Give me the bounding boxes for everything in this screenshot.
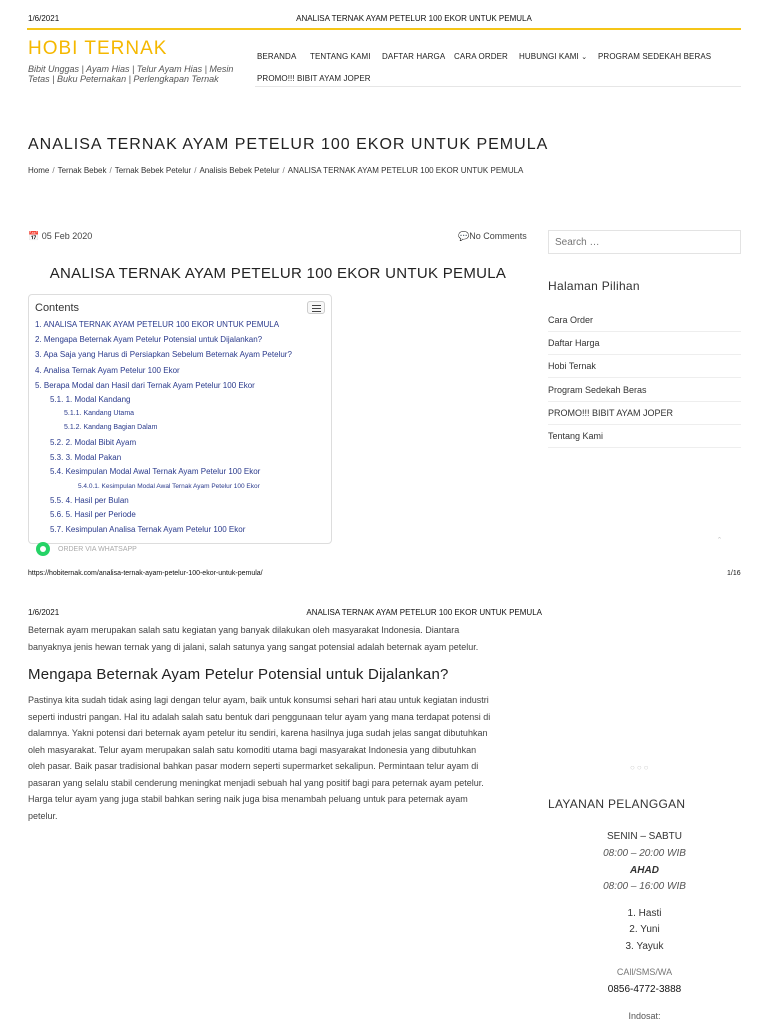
paragraph-line: banyaknya jenis hewan ternak yang di jalani, salah satunya yang sangat potensial adalah beternak ayam petelur.	[28, 641, 479, 652]
site-logo[interactable]: HOBI TERNAK	[28, 38, 168, 59]
sidebar-divider	[548, 424, 741, 425]
nav-item-tentang-kami[interactable]: TENTANG KAMI	[310, 52, 371, 61]
print-date: 1/6/2021	[28, 608, 60, 617]
sidebar-divider	[548, 354, 741, 355]
phone-number[interactable]: 0856-4772-3888	[607, 984, 682, 995]
toc-link[interactable]: 5.1. 1. Modal Kandang	[50, 395, 131, 404]
toc-link[interactable]: 2. Mengapa Beternak Ayam Petelur Potensial untuk Dijalankan?	[35, 335, 263, 344]
toc-link[interactable]: 5.1.1. Kandang Utama	[64, 410, 135, 417]
nav-item-hubungi-kami[interactable]	[519, 52, 587, 61]
section-heading: Mengapa Beternak Ayam Petelur Potensial untuk Dijalankan?	[28, 666, 449, 683]
nav-item-daftar-harga[interactable]: DAFTAR HARGA	[382, 52, 446, 61]
comment-icon: 💬	[458, 231, 470, 241]
sidebar-link-promo[interactable]: PROMO!!! BIBIT AYAM JOPER	[548, 408, 674, 418]
sidebar-pages-heading: Halaman Pilihan	[548, 279, 640, 293]
provider-label: Indosat:	[628, 1011, 661, 1021]
service-hours-sunday: 08:00 – 16:00 WIB	[603, 881, 686, 892]
print-url: https://hobiternak.com/analisa-ternak-ayam-petelur-100-ekor-untuk-pemula/	[28, 570, 263, 577]
contact-label: CAll/SMS/WA	[616, 967, 673, 977]
service-hours-weekday: 08:00 – 20:00 WIB	[603, 848, 686, 859]
sidebar-link-cara-order[interactable]: Cara Order	[548, 315, 594, 325]
breadcrumb-analisis-bebek-petelur[interactable]: Analisis Bebek Petelur	[199, 166, 280, 175]
breadcrumb-ternak-bebek[interactable]: Ternak Bebek	[57, 166, 107, 175]
paragraph-line: oleh pasar. Baik pasar tradisional bahkan pasar modern seperti supermarket sekalipun. Permintaan telur ayam di	[28, 761, 479, 771]
post-date	[28, 231, 92, 242]
toc-link[interactable]: 5.4.0.1. Kesimpulan Modal Awal Ternak Ayam Petelur 100 Ekor	[78, 483, 260, 490]
breadcrumb-ternak-bebek-petelur[interactable]: Ternak Bebek Petelur	[114, 166, 192, 175]
sidebar-link-daftar-harga[interactable]: Daftar Harga	[548, 338, 600, 348]
sidebar-link-tentang-kami[interactable]: Tentang Kami	[548, 431, 604, 441]
carousel-dots[interactable]: ○○○	[630, 763, 651, 772]
article-intro	[28, 622, 528, 655]
sidebar-divider	[548, 377, 741, 378]
paragraph-line: Beternak ayam merupakan salah satu kegiatan yang banyak dilakukan oleh masyarakat Indonesia. Diantara	[28, 625, 460, 635]
toc-toggle-button[interactable]	[307, 301, 325, 314]
paragraph-line: petelur.	[28, 810, 58, 821]
search-input[interactable]	[548, 230, 741, 254]
calendar-icon: 📅	[28, 231, 40, 241]
toc-heading: Contents	[35, 302, 80, 314]
chevron-up-icon[interactable]: ˆ	[718, 536, 721, 546]
print-date: 1/6/2021	[28, 14, 60, 23]
post-comments[interactable]	[458, 231, 527, 242]
toc-link[interactable]: 5.6. 5. Hasil per Periode	[50, 510, 136, 519]
service-days-sunday: AHAD	[630, 865, 659, 876]
toc-link[interactable]: 5.1.2. Kandang Bagian Dalam	[64, 424, 158, 431]
paragraph-line: dalamnya. Yakni potensi dari beternak ayam petelur itu sendiri, karena hasilnya juga sudah jelas sangat dibutuhkan	[28, 728, 488, 738]
toc-link[interactable]: 5.4. Kesimpulan Modal Awal Ternak Ayam Petelur 100 Ekor	[50, 467, 261, 476]
paragraph-line: oleh masyarakat. Telur ayam merupakan salah satu komoditi utama bagi masyarakat Indonesia yang dibutuhkan	[28, 744, 477, 755]
sidebar-divider	[548, 447, 741, 448]
nav-item-program-sedekah-beras[interactable]: PROGRAM SEDEKAH BERAS	[598, 52, 712, 61]
toc-link[interactable]: 5.7. Kesimpulan Analisa Ternak Ayam Petelur 100 Ekor	[50, 525, 246, 534]
sidebar-link-program-sedekah-beras[interactable]: Program Sedekah Beras	[548, 385, 647, 395]
article-title: ANALISA TERNAK AYAM PETELUR 100 EKOR UNTUK PEMULA	[49, 265, 507, 282]
toc-link[interactable]: 5.5. 4. Hasil per Bulan	[50, 496, 129, 505]
whatsapp-icon[interactable]	[36, 542, 50, 556]
breadcrumb-home[interactable]: Home	[28, 166, 50, 175]
toc-link[interactable]: 1. ANALISA TERNAK AYAM PETELUR 100 EKOR UNTUK PEMULA	[35, 320, 280, 329]
sidebar-divider	[548, 401, 741, 402]
print-page-number: 1/16	[727, 570, 741, 577]
toc-link[interactable]: 3. Apa Saja yang Harus di Persiapkan Sebelum Beternak Ayam Petelur?	[35, 350, 292, 359]
nav-divider	[255, 86, 741, 87]
service-agent: 2. Yuni	[629, 924, 660, 935]
site-tagline: Bibit Unggas | Ayam Hias | Telur Ayam Hias | Mesin Tetas | Buku Peternakan | Perlengkapan Ternak	[28, 64, 234, 84]
paragraph-line: pasaran yang selalu stabil cenderung meningkat menjadi sebuah hal yang positif bagi para peternak ayam petelur.	[28, 777, 484, 788]
nav-item-label: HUBUNGI KAMI	[519, 52, 579, 61]
chevron-down-icon: ⌄	[581, 54, 588, 61]
customer-service-heading: LAYANAN PELANGGAN	[548, 797, 686, 811]
print-title: ANALISA TERNAK AYAM PETELUR 100 EKOR UNTUK PEMULA	[296, 14, 532, 23]
article-paragraph	[28, 692, 528, 824]
paragraph-line: Pastinya kita sudah tidak asing lagi dengan telur ayam, baik untuk konsumsi sehari hari atau untuk kegiatan industri	[28, 695, 489, 705]
header-accent-line	[27, 28, 741, 30]
toc-link[interactable]: 5.2. 2. Modal Bibit Ayam	[50, 438, 137, 447]
toc-link[interactable]: 5. Berapa Modal dan Hasil dari Ternak Ayam Petelur 100 Ekor	[35, 381, 255, 390]
table-of-contents	[28, 294, 332, 544]
service-agent: 1. Hasti	[627, 908, 662, 919]
toc-link[interactable]: 5.3. 3. Modal Pakan	[50, 453, 122, 462]
nav-item-beranda[interactable]: BERANDA	[257, 52, 297, 61]
paragraph-line: Harga telur ayam yang juga stabil bahkan sering naik juga bisa menambah peluang untuk para peternak ayam	[28, 794, 468, 804]
whatsapp-order-button[interactable]: ORDER VIA WHATSAPP	[58, 546, 137, 553]
breadcrumb: Home / Ternak Bebek / Ternak Bebek Petelur / Analisis Bebek Petelur / ANALISA TERNAK AYAM PETELUR 100 EKOR UNTUK PEMULA	[28, 166, 524, 175]
breadcrumb-current: ANALISA TERNAK AYAM PETELUR 100 EKOR UNTUK PEMULA	[287, 166, 524, 175]
service-days-weekday: SENIN – SABTU	[606, 831, 683, 842]
toc-link[interactable]: 4. Analisa Ternak Ayam Petelur 100 Ekor	[35, 366, 180, 375]
nav-item-cara-order[interactable]: CARA ORDER	[454, 52, 508, 61]
print-title: ANALISA TERNAK AYAM PETELUR 100 EKOR UNTUK PEMULA	[306, 608, 542, 617]
sidebar-divider	[548, 331, 741, 332]
comments-link: No Comments	[469, 231, 527, 241]
service-agent: 3. Yayuk	[625, 941, 664, 952]
nav-item-promo[interactable]: PROMO!!! BIBIT AYAM JOPER	[257, 74, 371, 83]
sidebar-link-hobi-ternak[interactable]: Hobi Ternak	[548, 361, 596, 371]
page-title: ANALISA TERNAK AYAM PETELUR 100 EKOR UNTUK PEMULA	[28, 136, 549, 153]
paragraph-line: seperti industri pangan. Hal itu adalah salah satu bentuk dari penggunaan telur ayam yang mana terdapat potensi di	[28, 711, 491, 722]
post-date-text: 05 Feb 2020	[41, 231, 93, 241]
